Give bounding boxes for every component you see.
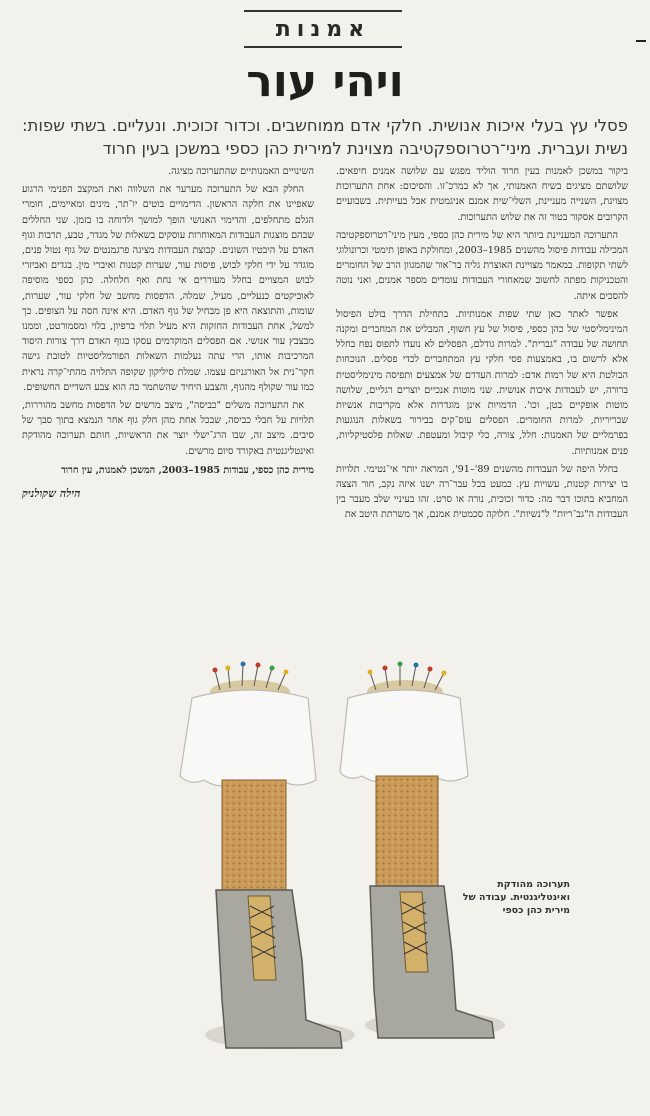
paragraph: אפשר לאתר כאן שתי שפות אמנותיות. בתחילת הדרך בולט הפיסול המינימליסטי של כהן כספי, פיסול של עץ חשוף, המבליט את המחברים ומקנה תחושה של עבודה "גברית". למרות גודלם, הפסלים לא נועדו לתפוס נפח בחלל אלא לרשום בו, באמצעות פסי חלקי עץ המתחברים לכדי פסלים. הנוכחות הבולטת היא של רמות אדם: למרות העדרם של אמצעים ותפיסה מינימליסטית ברורה, יש לעבודות איכות אנושית. שני מוטות אנכיים יוצרים רגליים, שלושה מוטות אופקיים בטן, וכו'. הדמויות אינן מוגדרות אלא מקריבות אנשיות שבריריות, למרות החומרים. הפסלים עוס־קים בבירור בשאלות הנוגעות בפרמליים של האמנות: חלל, צורה, כלי קיבול ומעטפת. שאלות פלסטיקליות, פנים אמנותיות. <box>336 308 628 457</box>
column-right <box>336 164 628 526</box>
section-label: אמנות <box>275 16 371 42</box>
section-tag <box>244 10 402 48</box>
article-lead: פסלי עץ בעלי איכות אנושית. חלקי אדם ממוחשבים. וכדור זכוכית. ונעליים. בשתי שפות: נשית ועברית. מיני־רטרוספקטיבה מצוינת למירית כהן כספי במשכן בעין חרוד <box>22 116 628 158</box>
exhibition-credit: מירית כהן כספי, עבודות 1985–2003, המשכן לאמנות, עין חרוד <box>61 464 314 476</box>
author-byline: הילה שקולניק <box>22 487 81 501</box>
artwork-photo <box>130 640 550 1080</box>
article-body <box>22 164 628 526</box>
paragraph: השינויים האמנותיים שהתערוכה מציגה. <box>168 166 314 177</box>
paragraph: החלק הבא של התערוכה מערער את השלווה ואת המקצב הפנימי הרגוע שאפיינו את חלקה הראשון. הדימויים בוטים יו־תר, מינים ומאיימים, חומרי הגלם מתחלפים, והדימוי האנושי הופך למושך ולדוחה בו בזמן. שני החללים שבהם מוצגות העבודות המאוחרות עוסקים בשאלות של מגדר, טבע, תרבות וגוף האדם על היבטיו השונים. קבוצת העבודות מציגה פרגמנטים של גוף נטול פנים, מוגדר על ידי חלקי לבוש, פיסות עור, שערות קטנות ואיברי מין. בגדים ואביזרי לבוש המצויים בחלל מעוררים אי נחת ואף חלחלה. כהן כספי מוסיפה לאוביקטים כנעליים, מעיל, שמלה, הדפסות מחשב של חלקי עור, שערות, שומות, והתוצאה היא פן מבחיל של גוף האדם. היא אינה חסה על הצופים. כך למשל, אחת העבודות החזקות היא מעיל תלוי ברפיון, בלוי ומסמורטט, וממנו מבצבץ עור אנושי. אם הפסלים המוקדמים עסקו בגוף האדם דרך צורות היסוד המרכיבות אותו, הרי עתה נעלמות השאלות הפורמליסטיות לטובת גישה חקר־נית אל האורגניזם עצמו. שמלת סיליקון שקופה התלויה מהתי־קרה נראית כמו עור שקולף מהגוף, והצבע היחיד שהשתמר בה הוא צבע השדיים החשופים. <box>21 184 314 393</box>
cork-leg <box>222 780 286 900</box>
edge-mark <box>636 40 646 42</box>
paragraph: בחלל היפה של העבודות מהשנים 89'–91', המראה יותר אי־נטימי. תלויות בו יצירות קטנות, עשויות עץ. כמעט בכל עבר־רה ישנו איזה נקב, חור הצצה המחביא בתוכו דבר מה: כדור זכוכית, נורה או סרט. זהו בעיניי שלב מעבר בין העבודות ה"גב־ריות" ל"נשיות". חלוקה סכמטית אמנם, אך משרתת היטב את <box>336 463 628 521</box>
paragraph: התערוכה המעניינת ביותר היא של מירית כהן כספי, מעין מיני־רטרוספקטיבה המכילה עבודות פיסול מהשנים 1985–2003, ומחולקת באופן תימטי וכרונולוגי לשתי תקופות. במאמר מצויינת האוצרת גליה בר־אור שהמגוון הרב של החומרים והטכניקות מפתה לחשוב שמאחורי העבודות עומדים מספר אמנים, ואני נוטה להסכים איתה. <box>336 229 628 302</box>
photo-caption: תערוכה מהודקת ואינטליגנטית. עבודה של מירית כהן כספי <box>462 879 570 916</box>
lace-frill <box>340 690 468 782</box>
paragraph: ביקור במשכן לאמנות בעין חרוד הוליד מפגש עם שלושה אמנים חיפאים. שלושתם מציגים בשיח האמנותי, אך לא במרכ־זו. והסיכום: אחת התערוכות מצוינת, השנייה מעניינת, השלי־שית אמנם אניגמטית אבל בעייתית. בשבועיים הקרובים אסקור בטור זה את שלוש התערוכות. <box>336 166 628 223</box>
left-sculpture <box>180 662 342 1049</box>
lace-frill <box>180 690 316 786</box>
right-sculpture <box>340 662 494 1039</box>
paragraph: את התערוכה משלים "כביסה", מיצב מרשים של הדפסות מחשב מהוררות, תלויות על חבלי כביסה, שבכל אחת מהן חלק גוף אחר הנמצא בתוך סבך של סיבים. מיצב זה, שבו הרג־ישלי יוצר את הראשיות, חותם תערוכה מהודקת ואינטליגנטית באקורד סיום מרשים. <box>22 400 314 457</box>
article-headline: ויהי עור <box>246 56 404 107</box>
column-left <box>22 164 314 526</box>
cork-leg <box>376 776 438 894</box>
